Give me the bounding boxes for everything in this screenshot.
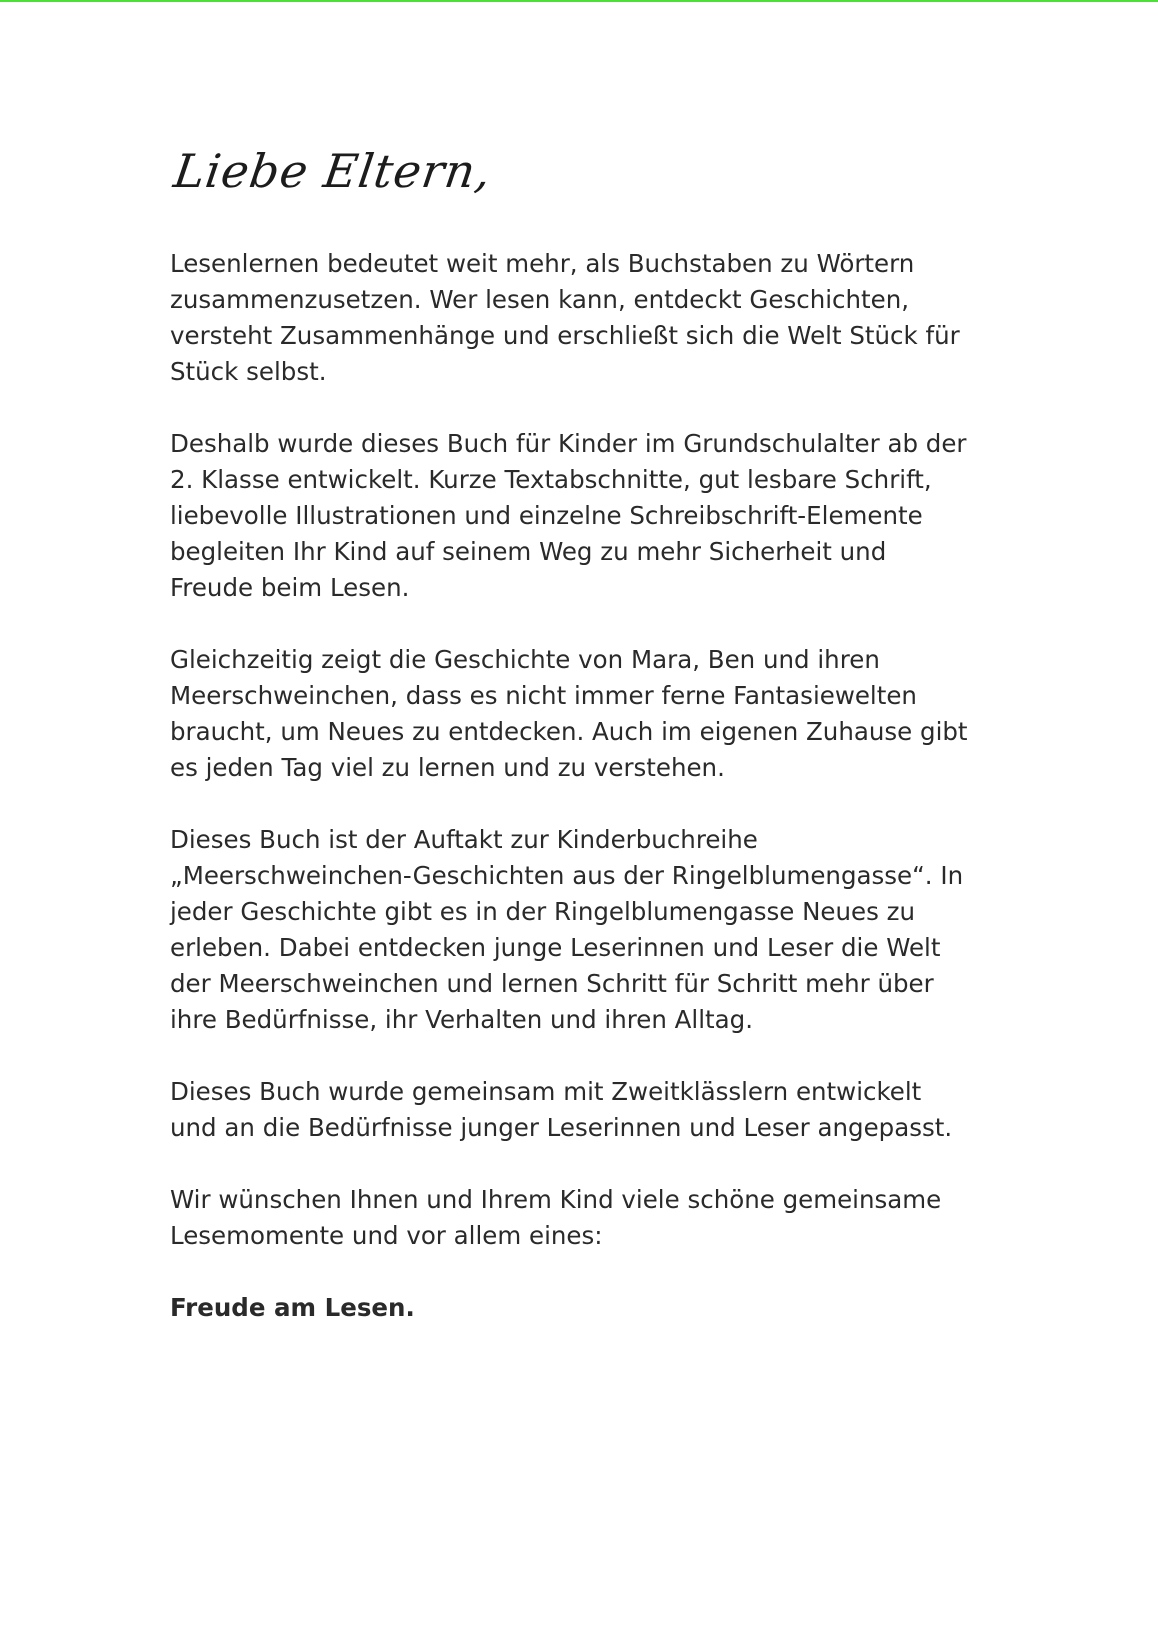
paragraph-series: Dieses Buch ist der Auftakt zur Kinderbuchreihe „Meerschweinchen-Geschichten aus der Ringelblumengasse“. In jeder Geschichte gibt es in der Ringelblumengasse Neues zu erleben. Dabei entdecken junge Leserinnen und Leser die Welt der Meerschweinchen und lernen Schritt für Schritt mehr über ihre Bedürfnisse, ihr Verhalten und ihren Alltag. — [170, 825, 964, 1034]
top-border-line — [0, 0, 1158, 2]
letter-page — [170, 140, 970, 1326]
letter-body — [170, 246, 970, 1326]
paragraph-book-purpose: Deshalb wurde dieses Buch für Kinder im Grundschulalter ab der 2. Klasse entwickelt. Kurze Textabschnitte, gut lesbare Schrift, liebevolle Illustrationen und einzelne Schreibschrift-Elemente begleiten Ihr Kind auf seinem Weg zu mehr Sicherheit und Freude beim Lesen. — [170, 429, 967, 602]
salutation-heading: Liebe Eltern, — [170, 144, 496, 198]
paragraph-intro: Lesenlernen bedeutet weit mehr, als Buchstaben zu Wörtern zusammenzusetzen. Wer lesen kann, entdeckt Geschichten, versteht Zusammenhänge und erschließt sich die Welt Stück für Stück selbst. — [170, 249, 960, 386]
paragraph-development: Dieses Buch wurde gemeinsam mit Zweitklässlern entwickelt und an die Bedürfnisse junger Leserinnen und Leser angepasst. — [170, 1077, 953, 1142]
closing-line: Freude am Lesen. — [170, 1293, 415, 1322]
paragraph-story: Gleichzeitig zeigt die Geschichte von Mara, Ben und ihren Meerschweinchen, dass es nicht immer ferne Fantasiewelten braucht, um Neues zu entdecken. Auch im eigenen Zuhause gibt es jeden Tag viel zu lernen und zu verstehen. — [170, 645, 968, 782]
paragraph-wishes: Wir wünschen Ihnen und Ihrem Kind viele schöne gemeinsame Lesemomente und vor allem eines: — [170, 1185, 942, 1250]
